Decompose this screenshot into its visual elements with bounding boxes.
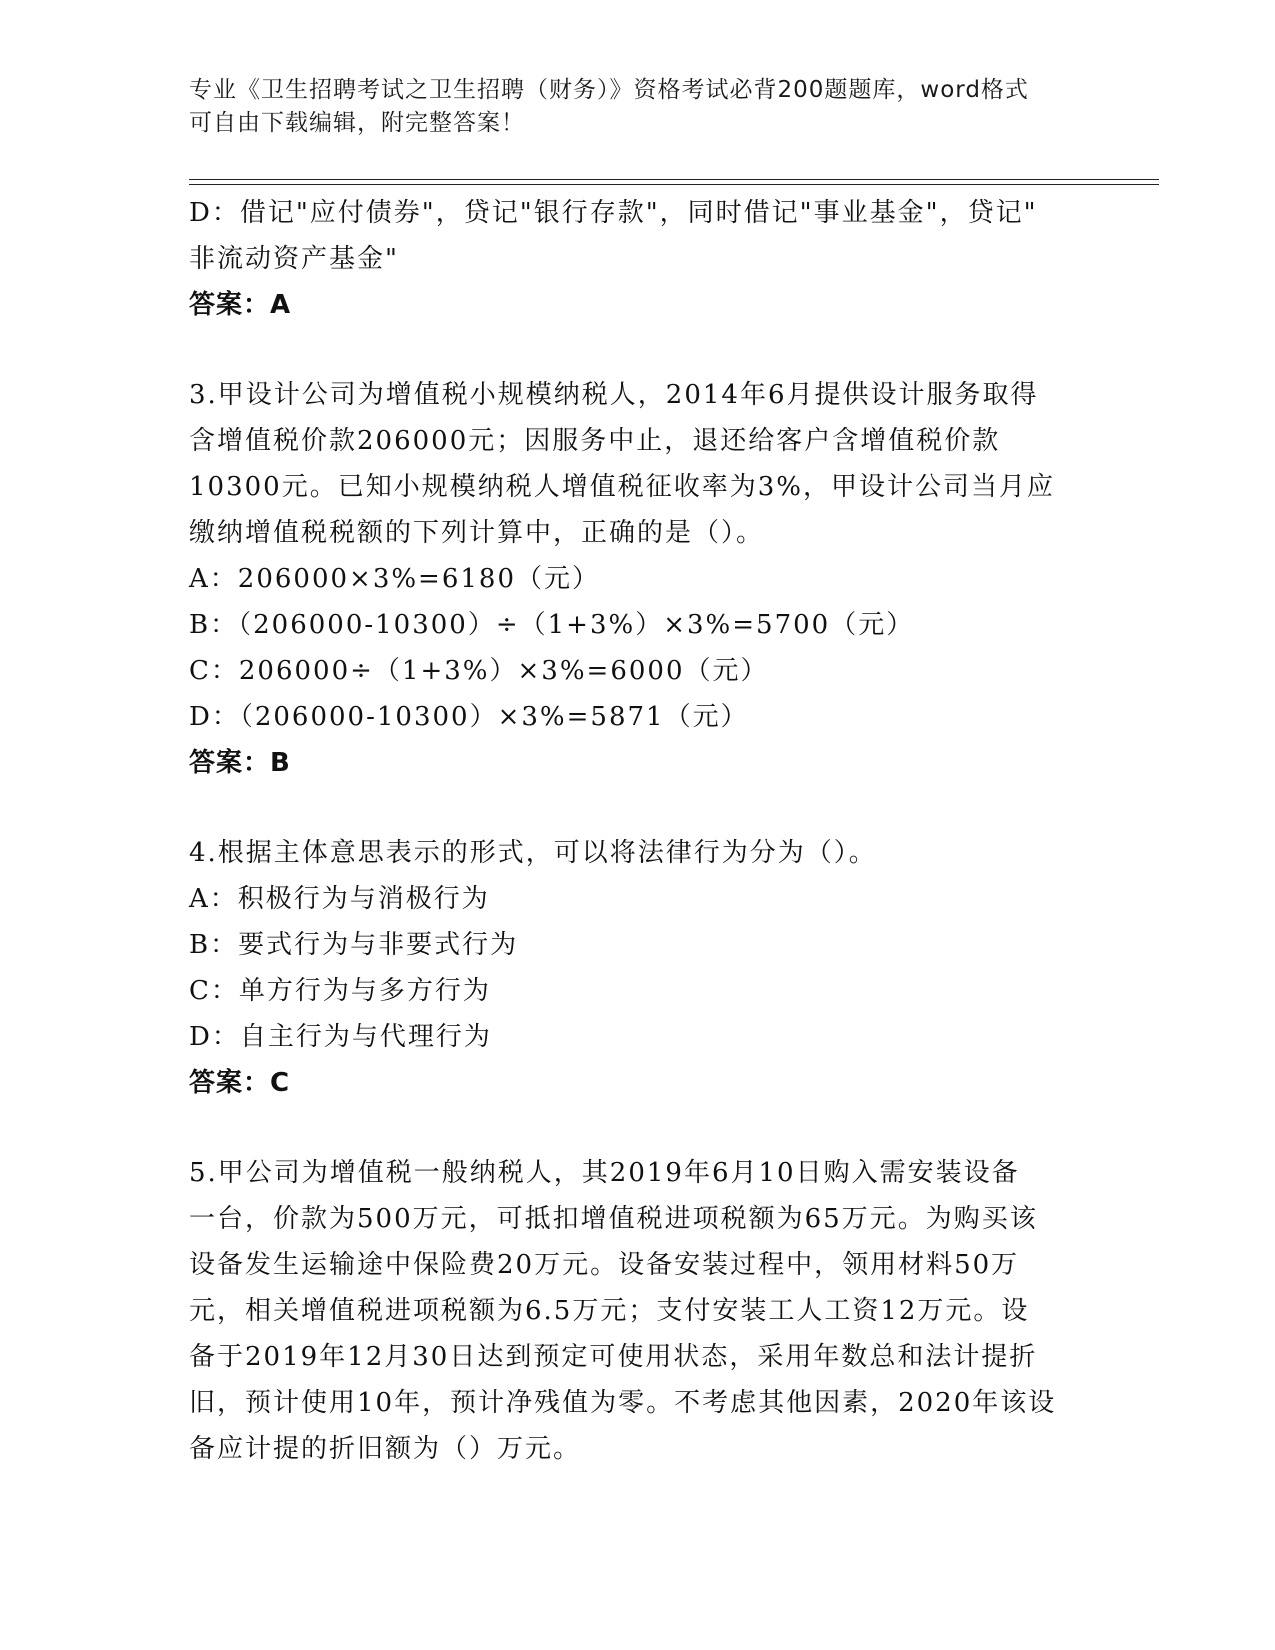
document-body [189,190,1089,1472]
header-title-line-2: 可自由下载编辑，附完整答案！ [189,110,525,136]
question-text-line: 备于2019年12月30日达到预定可使用状态，采用年数总和法计提折 [189,1342,1038,1372]
option-b: B：要式行为与非要式行为 [189,930,519,960]
option-a: A：206000×3%=6180（元） [189,564,601,594]
question-text-line: 4.根据主体意思表示的形式，可以将法律行为分为（）。 [189,838,877,868]
spacer [189,786,1089,830]
answer-line: 答案：A [189,290,292,320]
question-text-line: 一台，价款为500万元，可抵扣增值税进项税额为65万元。为购买该 [189,1204,1038,1234]
option-b: B：（206000-10300）÷（1+3%）×3%=5700（元） [189,610,915,640]
question-text-line: 设备发生运输途中保险费20万元。设备安装过程中，领用材料50万 [189,1250,1020,1280]
question-text-line: 缴纳增值税税额的下列计算中，正确的是（）。 [189,518,765,548]
question-text-line: 含增值税价款206000元；因服务中止，退还给客户含增值税价款 [189,426,1001,456]
question-2-tail [189,190,1089,328]
answer-line: 答案：B [189,748,291,778]
header-title-line-1: 专业《卫生招聘考试之卫生招聘（财务）》资格考试必背200题题库，word格式 [189,77,1029,103]
option-d: D：借记"应付债券"，贷记"银行存款"，同时借记"事业基金"，贷记" [189,198,1038,228]
question-text-line: 元，相关增值税进项税额为6.5万元；支付安装工人工资12万元。设 [189,1296,1030,1326]
question-3 [189,372,1089,786]
option-a: A：积极行为与消极行为 [189,884,490,914]
option-c: C：单方行为与多方行为 [189,976,491,1006]
question-text-line: 5.甲公司为增值税一般纳税人，其2019年6月10日购入需安装设备 [189,1158,1020,1188]
spacer [189,1106,1089,1150]
spacer [189,328,1089,372]
question-5 [189,1150,1089,1472]
answer-line: 答案：C [189,1068,291,1098]
option-d: D：（206000-10300）×3%=5871（元） [189,702,749,732]
document-header [189,74,1089,140]
header-divider-top [189,179,1159,180]
question-text-line: 10300元。已知小规模纳税人增值税征收率为3%，甲设计公司当月应 [189,472,1055,502]
question-text-line: 旧，预计使用10年，预计净残值为零。不考虑其他因素，2020年该设 [189,1388,1057,1418]
question-text-line: 备应计提的折旧额为（）万元。 [189,1434,582,1464]
option-d: D：自主行为与代理行为 [189,1022,492,1052]
question-text-line: 3.甲设计公司为增值税小规模纳税人，2014年6月提供设计服务取得 [189,380,1039,410]
question-4 [189,830,1089,1106]
option-c: C：206000÷（1+3%）×3%=6000（元） [189,656,769,686]
option-d-continued: 非流动资产基金" [189,244,399,274]
header-divider-bottom [189,184,1159,185]
